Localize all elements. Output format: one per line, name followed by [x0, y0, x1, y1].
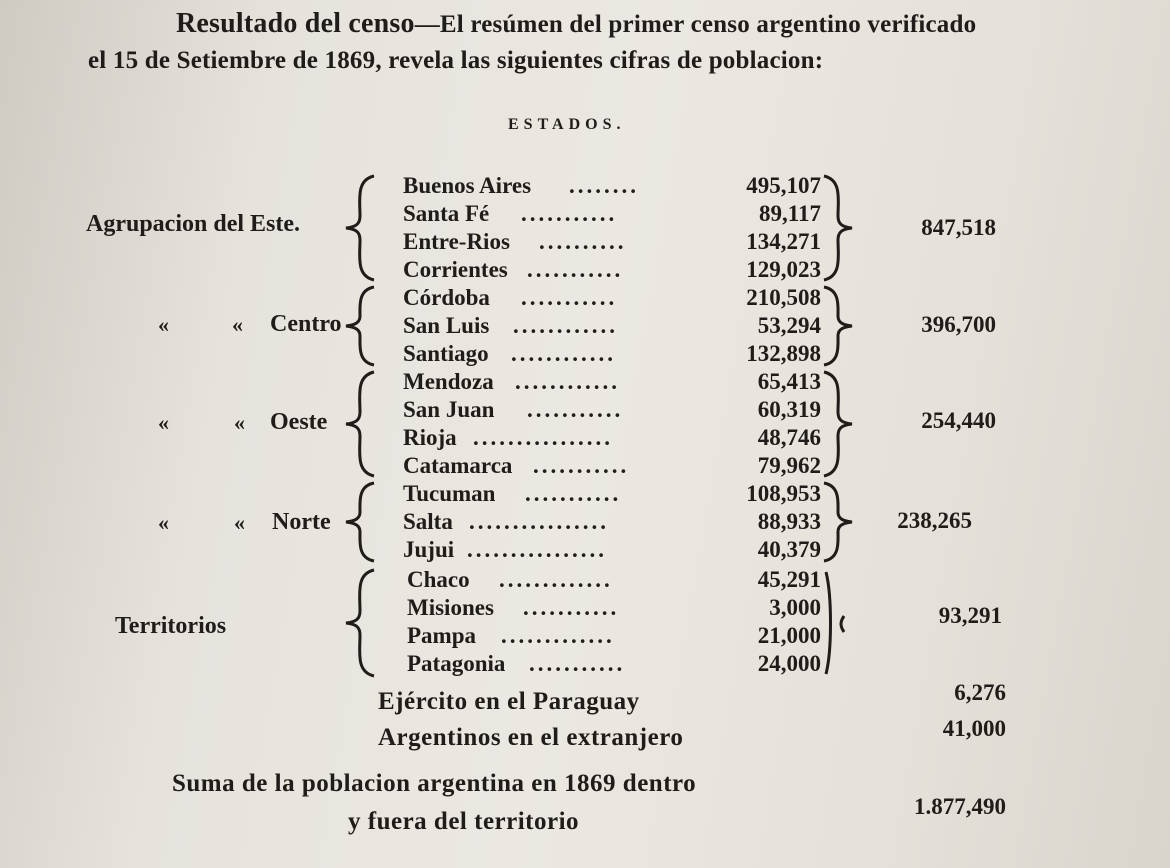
suma-label-line-2: y fuera del territorio — [348, 808, 580, 835]
table-row — [403, 622, 823, 650]
ejercito-value: 6,276 — [954, 680, 1006, 705]
population-value: 79,962 — [757, 453, 821, 478]
group-label-oeste: Oeste — [270, 409, 328, 435]
left-brace — [338, 480, 384, 564]
suma-value: 1.877,490 — [914, 794, 1006, 819]
population-value: 60,319 — [757, 397, 821, 422]
table-row — [403, 312, 823, 340]
table-row — [403, 172, 823, 200]
table-row — [403, 228, 823, 256]
ejercito-label: Ejército en el Paraguay — [378, 688, 640, 715]
ditto-mark: « — [234, 510, 245, 535]
table-row — [403, 256, 823, 284]
group-label-este: Agrupacion del Este. — [86, 211, 301, 237]
dot-leader: ........... — [527, 397, 624, 422]
table-row — [403, 340, 823, 368]
intro-paragraph — [88, 6, 1088, 79]
group-total-norte: 238,265 — [897, 508, 972, 533]
dot-leader: ........... — [521, 201, 618, 226]
group-total-este: 847,518 — [921, 215, 996, 240]
population-value: 48,746 — [757, 425, 821, 450]
population-value: 134,271 — [746, 229, 821, 254]
dot-leader: ........... — [523, 595, 620, 620]
province-name: Salta — [403, 509, 453, 534]
table-row — [403, 368, 823, 396]
intro-line-1 — [88, 6, 1088, 43]
group-total-centro: 396,700 — [921, 312, 996, 337]
group-label-centro: Centro — [270, 311, 342, 337]
territory-name: Misiones — [407, 595, 494, 620]
ditto-mark: « — [158, 312, 169, 337]
ditto-mark: « — [234, 410, 245, 435]
population-value: 53,294 — [757, 313, 821, 338]
province-name: Santa Fé — [403, 201, 490, 226]
group-label-norte: Norte — [272, 509, 331, 535]
dot-leader: ............. — [499, 567, 613, 592]
intro-line-1-text: —El resúmen del primer censo argentino verificado — [414, 11, 977, 38]
population-value: 108,953 — [746, 481, 821, 506]
left-brace — [338, 284, 384, 368]
province-name: Tucuman — [403, 481, 496, 506]
table-row — [403, 452, 823, 480]
estados-heading: ESTADOS. — [508, 116, 626, 133]
table-row — [403, 424, 823, 452]
province-name: Corrientes — [403, 257, 508, 282]
population-value: 210,508 — [746, 285, 821, 310]
dot-leader: ................ — [469, 509, 609, 534]
province-name: San Juan — [403, 397, 495, 422]
province-name: Mendoza — [403, 369, 494, 394]
population-value: 495,107 — [746, 173, 821, 198]
ditto-mark: « — [158, 410, 169, 435]
province-name: Buenos Aires — [403, 173, 532, 198]
population-value: 129,023 — [746, 257, 821, 282]
table-row — [403, 594, 823, 622]
dot-leader: ........... — [527, 257, 624, 282]
dot-leader: ........... — [525, 481, 622, 506]
territory-name: Pampa — [407, 623, 476, 648]
population-value: 3,000 — [769, 595, 821, 620]
territory-name: Patagonia — [407, 651, 506, 676]
left-brace — [338, 368, 384, 480]
left-brace — [338, 172, 384, 284]
right-brace — [818, 566, 864, 680]
dot-leader: ........... — [521, 285, 618, 310]
table-row — [403, 650, 823, 678]
province-name: San Luis — [403, 313, 490, 338]
extranjero-value: 41,000 — [942, 716, 1006, 741]
ditto-mark: « — [158, 510, 169, 535]
population-value: 65,413 — [757, 369, 821, 394]
table-row — [403, 566, 823, 594]
group-label-territorios: Territorios — [115, 613, 227, 639]
population-value: 45,291 — [757, 567, 821, 592]
table-row — [403, 536, 823, 564]
population-value: 21,000 — [757, 623, 821, 648]
ditto-mark: « — [232, 312, 243, 337]
table-row — [403, 508, 823, 536]
dot-leader: ............ — [513, 313, 618, 338]
left-brace — [338, 566, 384, 680]
province-name: Rioja — [403, 425, 457, 450]
table-row — [403, 284, 823, 312]
group-total-territorios: 93,291 — [938, 603, 1002, 628]
province-name: Santiago — [403, 341, 489, 366]
dot-leader: ............ — [515, 369, 620, 394]
population-value: 88,933 — [757, 509, 821, 534]
province-name: Córdoba — [403, 285, 490, 310]
table-row — [403, 396, 823, 424]
dot-leader: ............ — [511, 341, 616, 366]
group-total-oeste: 254,440 — [921, 408, 996, 433]
dot-leader: .......... — [539, 229, 627, 254]
dot-leader: ................ — [473, 425, 613, 450]
intro-line-2: el 15 de Setiembre de 1869, revela las siguientes cifras de poblacion: — [88, 47, 824, 74]
extranjero-label: Argentinos en el extranjero — [378, 724, 684, 751]
territory-name: Chaco — [407, 567, 470, 592]
province-name: Entre-Rios — [403, 229, 510, 254]
dot-leader: ........... — [533, 453, 630, 478]
province-name: Jujui — [403, 537, 455, 562]
intro-lead-title: Resultado del censo — [176, 8, 415, 39]
dot-leader: ........... — [529, 651, 626, 676]
population-value: 24,000 — [757, 651, 821, 676]
suma-label-line-1: Suma de la poblacion argentina en 1869 dentro — [172, 770, 697, 797]
population-value: 132,898 — [746, 341, 821, 366]
dot-leader: ........ — [569, 173, 639, 198]
population-value: 89,117 — [759, 201, 821, 226]
dot-leader: ............. — [501, 623, 615, 648]
table-row — [403, 200, 823, 228]
province-name: Catamarca — [403, 453, 513, 478]
table-row — [403, 480, 823, 508]
population-value: 40,379 — [757, 537, 821, 562]
dot-leader: ................ — [467, 537, 607, 562]
